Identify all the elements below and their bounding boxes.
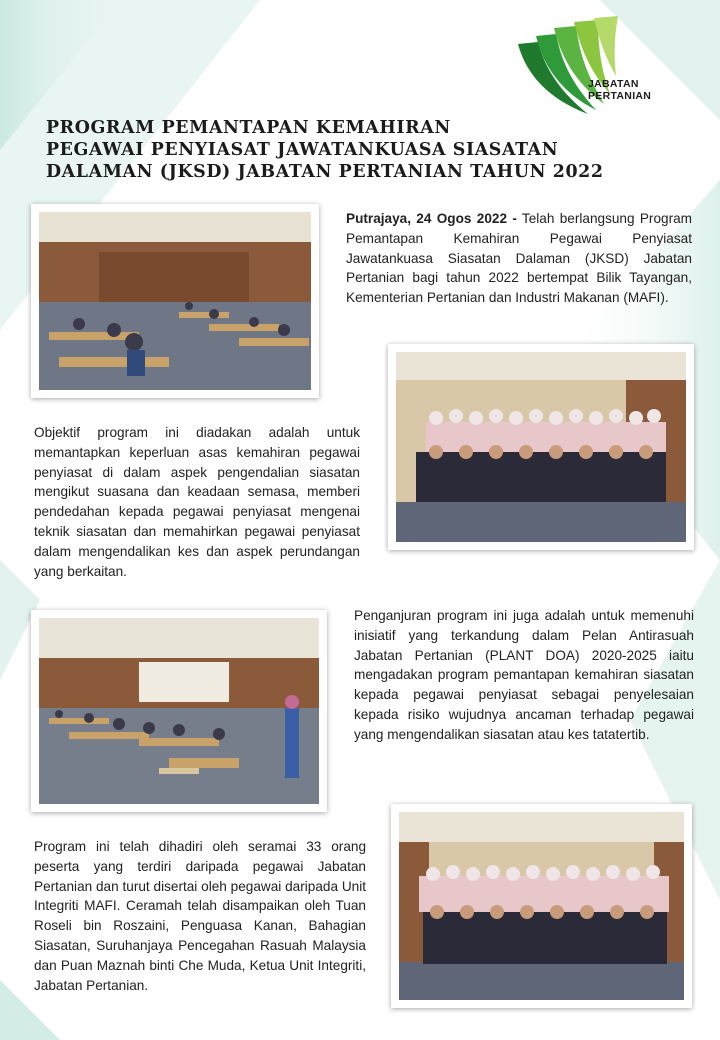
paragraph-initiative: Penganjuran program ini juga adalah untuk memenuhi inisiatif yang terkandung dalam Pelan Antirasuah Jabatan Pertanian (PLANT DOA) 2020-2025 iaitu mengadakan program pemantapan kemahiran siasatan kepada pegawai penyiasat sebagai penyelesaian kepada risiko wujudnya ancaman terhadap pegawai yang mengendalikan siasatan atau kes tatatertib.: [354, 608, 694, 742]
paragraph-objective: Objektif program ini diadakan adalah untuk memantapkan keperluan asas kemahiran pegawai penyiasat di dalam aspek pengendalian siasatan mengikut suasana dan keadaan semasa, memberi pendedahan kepada pegawai penyiasat mengenai teknik siasatan dan memahirkan pegawai penyiasat dalam mengendalikan kes dan aspek perundangan yang berkaitan.: [34, 425, 360, 579]
title-line-1: PROGRAM PEMANTAPAN KEMAHIRAN: [46, 118, 451, 138]
logo-name-line1: JABATAN: [588, 78, 639, 90]
title-line-3: DALAMAN (JKSD) JABATAN PERTANIAN TAHUN 2022: [46, 162, 604, 182]
intro-lead: Putrajaya, 24 Ogos 2022 -: [346, 211, 517, 226]
photo-group-1: [388, 344, 694, 550]
photo-group-2: [391, 804, 692, 1008]
photo-seminar-room: [31, 204, 319, 398]
logo-text: [588, 78, 698, 102]
page-title: [46, 117, 686, 183]
paragraph-attendance: Program ini telah dihadiri oleh seramai 33 orang peserta yang terdiri daripada pegawai Jabatan Pertanian dan turut disertai oleh pegawai daripada Unit Integriti MAFI. Ceramah telah disampaikan oleh Tuan Roseli bin Roszaini, Penguasa Kanan, Bahagian Siasatan, Suruhanjaya Pencegahan Rasuah Malaysia dan Puan Maznah binti Che Muda, Ketua Unit Integriti, Jabatan Pertanian.: [34, 839, 366, 993]
paragraph-intro: [346, 209, 692, 308]
intro-body: Telah berlangsung Program Pemantapan Kemahiran Pegawai Penyiasat Jawatankuasa Siasatan Dalaman (JKSD) Jabatan Pertanian bagi tahun 2022 bertempat Bilik Tayangan, Kementerian Pertanian dan Industri Makanan (MAFI).: [346, 211, 692, 306]
logo-name-line2: PERTANIAN: [588, 90, 652, 102]
photo-lecture: [31, 610, 327, 812]
title-line-2: PEGAWAI PENYIASAT JAWATANKUASA SIASATAN: [46, 140, 559, 160]
jabatan-pertanian-logo: [508, 14, 688, 124]
